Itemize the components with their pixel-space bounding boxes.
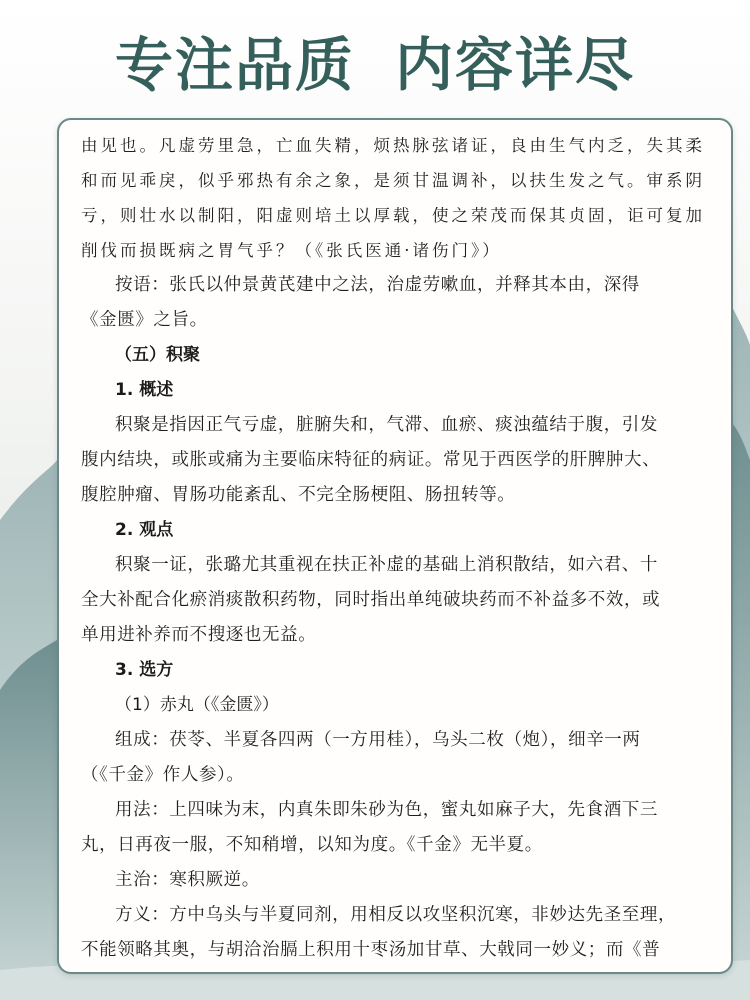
usage-line: 丸，日再夜一服，不知稍增，以知为度。《千金》无半夏。 xyxy=(81,835,543,855)
explanation-line: 方义：方中乌头与半夏同剂，用相反以攻坚积沉寒，非妙达先圣至理， xyxy=(115,905,677,925)
quote-line: 由见也。凡虚劳里急，亡血失精，烦热脉弦诸证，良由生气内乏，失其柔 xyxy=(81,136,705,155)
composition-line: 组成：茯苓、半夏各四两（一方用桂），乌头二枚（炮），细辛一两 xyxy=(115,730,641,750)
book-page-text xyxy=(81,128,707,968)
book-page-card xyxy=(57,118,733,974)
composition-line: （《千金》作人参）。 xyxy=(81,765,245,785)
page-banner xyxy=(0,18,750,102)
viewpoint-line: 全大补配合化瘀消痰散积药物，同时指出单纯破块药而不补益多不效，或 xyxy=(81,590,661,610)
prescriptions-heading: 3. 选方 xyxy=(115,660,174,680)
viewpoint-heading: 2. 观点 xyxy=(115,520,174,540)
note-line: 按语：张氏以仲景黄芪建中之法，治虚劳嗽血，并释其本由，深得 xyxy=(115,275,640,295)
overview-line: 积聚是指因正气亏虚，脏腑失和，气滞、血瘀、痰浊蕴结于腹，引发 xyxy=(115,415,658,435)
usage-line: 用法：上四味为末，内真朱即朱砂为色，蜜丸如麻子大，先食酒下三 xyxy=(115,800,658,820)
viewpoint-line: 单用进补养而不搜逐也无益。 xyxy=(81,625,317,645)
quote-line: 亏，则壮水以制阳，阳虚则培土以厚载，使之荣茂而保其贞固，讵可复加 xyxy=(81,206,705,225)
overview-line: 腹内结块，或胀或痛为主要临床特征的病证。常见于西医学的肝脾肿大、 xyxy=(81,450,661,470)
near-mountain-left xyxy=(0,640,57,1000)
section-title: （五）积聚 xyxy=(115,345,200,365)
explanation-line: 不能领略其奥，与胡洽治膈上积用十枣汤加甘草、大戟同一妙义；而《普 xyxy=(81,940,661,960)
prescription-item-title: （1）赤丸（《金匮》） xyxy=(115,695,279,715)
viewpoint-line: 积聚一证，张璐尤其重视在扶正补虚的基础上消积散结，如六君、十 xyxy=(115,555,658,575)
quote-line: 和而见乖戾，似乎邪热有余之象，是须甘温调补，以扶生发之气。审系阴 xyxy=(81,171,705,190)
overview-line: 腹腔肿瘤、胃肠功能紊乱、不完全肠梗阻、肠扭转等。 xyxy=(81,485,516,505)
indication-line: 主治：寒积厥逆。 xyxy=(115,870,260,890)
quote-line: 削伐而损既病之胃气乎？（《张氏医通·诸伤门》） xyxy=(81,241,502,260)
note-line: 《金匮》之旨。 xyxy=(81,310,208,330)
overview-heading: 1. 概述 xyxy=(115,380,174,400)
banner-right-text: 内容详尽 xyxy=(395,31,636,99)
banner-left-text: 专注品质 xyxy=(114,31,355,99)
